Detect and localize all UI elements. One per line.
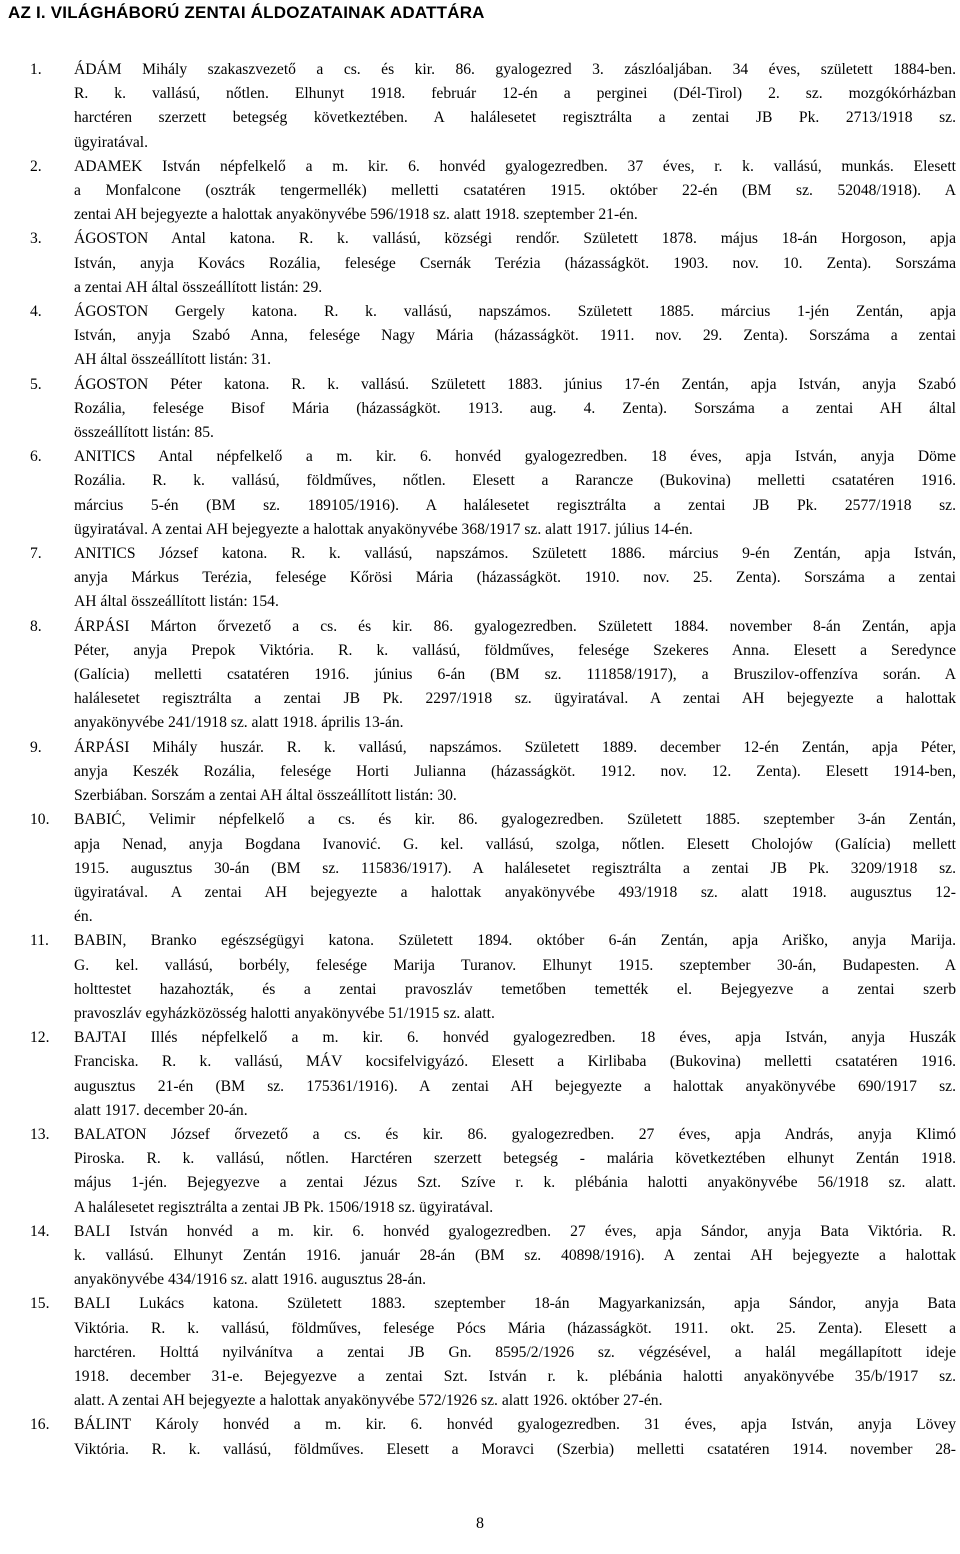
entry-number: 4. xyxy=(30,303,42,321)
list-item xyxy=(30,1026,956,1123)
list-item xyxy=(30,300,956,373)
entry-list xyxy=(30,58,956,1462)
entry-line: 1915. augusztus 30-án (BM sz. 115836/1917). A halálesetet regisztrálta a zentai JB Pk. 3209/1918 sz. xyxy=(74,859,956,877)
entry-line: BABIĆ, Velimir népfelkelő a cs. és kir. 86. gyalogezredben. Született 1885. szeptember 3-án Zentán, xyxy=(74,811,956,829)
entry-line: BÁLINT Károly honvéd a m. kir. 6. honvéd gyalogezredben. 31 éves, apja István, anyja Lövey xyxy=(74,1416,956,1434)
entry-line: Franciska. R. k. vallású, MÁV kocsifelvigyázó. Elesett a Kirlibaba (Bukovina) melletti csatatéren 1916. xyxy=(74,1053,956,1071)
entry-line: ANITICS József katona. R. k. vallású, napszámos. Született 1886. március 9-én Zentán, apja István, xyxy=(74,545,956,563)
entry-number: 16. xyxy=(30,1416,50,1434)
entry-text xyxy=(74,736,956,809)
entry-line: apja Nenad, anyja Bogdana Ivanović. G. kel. vallású, szolga, nőtlen. Elesett Cholojów (Galícia) mellett xyxy=(74,835,956,853)
entry-line: BAJTAI Illés népfelkelő a m. kir. 6. honvéd gyalogezredben. 18 éves, apja István, anyja Huszák xyxy=(74,1029,956,1047)
list-item xyxy=(30,808,956,929)
entry-line: G. kel. vallású, borbély, felesége Marija Turanov. Elhunyt 1915. szeptember 30-án, Budapesten. A xyxy=(74,956,956,974)
entry-line: Péter, anyja Prepok Viktória. R. k. vallású, földműves, felesége Szekeres Anna. Elesett a Seredynce xyxy=(74,641,956,659)
entry-text xyxy=(74,1123,956,1220)
list-item xyxy=(30,1123,956,1220)
entry-line: BABIN, Branko egészségügyi katona. Született 1894. október 6-án Zentán, apja Ariško, anyja Marija. xyxy=(74,932,956,950)
entry-line: István, anyja Szabó Anna, felesége Nagy Mária (házasságköt. 1911. nov. 29. Zenta). Sorszáma a zentai xyxy=(74,327,956,345)
list-item xyxy=(30,542,956,615)
entry-number: 2. xyxy=(30,157,42,175)
entry-line: ÁGOSTON Péter katona. R. k. vallású. Született 1883. június 17-én Zentán, apja István, anyja Szabó xyxy=(74,375,956,393)
entry-text xyxy=(74,1413,956,1461)
entry-line: ügyiratával. A zentai AH bejegyezte a halottak anyakönyvébe 493/1918 sz. alatt 1918. augusztus 12- xyxy=(74,883,956,901)
page-heading: AZ I. VILÁGHÁBORÚ ZENTAI ÁLDOZATAINAK ADATTÁRA xyxy=(8,3,485,22)
list-item xyxy=(30,615,956,736)
list-item xyxy=(30,373,956,446)
list-item xyxy=(30,929,956,1026)
entry-line: a Monfalcone (osztrák tengermellék) melletti csatatéren 1915. október 22-én (BM sz. 52048/1918). A xyxy=(74,182,956,200)
entry-line: ÁRPÁSI Mihály huszár. R. k. vallású, napszámos. Született 1889. december 12-én Zentán, apja Péter, xyxy=(74,738,956,756)
entry-line: A halálesetet regisztrálta a zentai JB Pk. 1506/1918 sz. ügyiratával. xyxy=(74,1198,494,1216)
entry-line: anyakönyvébe 241/1918 sz. alatt 1918. április 13-án. xyxy=(74,714,404,732)
entry-number: 5. xyxy=(30,375,42,393)
entry-line: BALI István honvéd a m. kir. 6. honvéd gyalogezredben. 27 éves, apja Sándor, anyja Bata Viktória. R. xyxy=(74,1222,956,1240)
entry-number: 12. xyxy=(30,1029,50,1047)
entry-text xyxy=(74,445,956,542)
entry-number: 6. xyxy=(30,448,42,466)
entry-number: 14. xyxy=(30,1222,50,1240)
entry-line: ügyiratával. A zentai AH bejegyezte a halottak anyakönyvébe 368/1917 sz. alatt 1917. július 14-én. xyxy=(74,520,693,538)
entry-line: halálesetet regisztrálta a zentai JB Pk. 2297/1918 sz. ügyiratával. A zentai AH bejegyezte a halottak xyxy=(74,690,956,708)
entry-number: 3. xyxy=(30,230,42,248)
entry-line: anyakönyvébe 434/1916 sz. alatt 1916. augusztus 28-án. xyxy=(74,1271,427,1289)
list-item xyxy=(30,155,956,228)
entry-text xyxy=(74,1026,956,1123)
entry-text xyxy=(74,58,956,155)
list-item xyxy=(30,736,956,809)
entry-line: összeállított listán: 85. xyxy=(74,424,214,442)
entry-number: 1. xyxy=(30,61,42,78)
entry-line: AH által összeállított listán: 154. xyxy=(74,593,279,611)
entry-line: k. vallású. Elhunyt Zentán 1916. január 28-án (BM sz. 40898/1916). A zentai AH bejegyezte a halottak xyxy=(74,1246,956,1264)
entry-number: 9. xyxy=(30,738,42,756)
entry-line: ÁGOSTON Gergely katona. R. k. vallású, napszámos. Született 1885. március 1-jén Zentán, apja xyxy=(74,303,956,321)
entry-line: 1918. december 31-e. Bejegyezve a zentai Szt. István r. k. plébánia halotti anyakönyvébe 35/b/1917 sz. xyxy=(74,1367,956,1385)
entry-text xyxy=(74,373,956,446)
entry-text xyxy=(74,227,956,300)
entry-line: Szerbiában. Sorszám a zentai AH által összeállított listán: 30. xyxy=(74,787,457,805)
entry-line: Viktória. R. k. vallású, földműves, felesége Pócs Mária (házasságköt. 1911. okt. 25. Zenta). Elesett a xyxy=(74,1319,956,1337)
entry-line: ÁRPÁSI Márton őrvezető a cs. és kir. 86. gyalogezredben. Született 1884. november 8-án Zentán, apja xyxy=(74,617,956,635)
entry-line: a zentai AH által összeállított listán: 29. xyxy=(74,278,323,296)
list-item xyxy=(30,1292,956,1413)
entry-line: Viktória. R. k. vallású, földműves. Elesett a Moravci (Szerbia) melletti csatatéren 1914. november 28- xyxy=(74,1440,956,1458)
list-item xyxy=(30,1413,956,1461)
entry-line: augusztus 21-én (BM sz. 175361/1916). A zentai AH bejegyezte a halottak anyakönyvébe 690/1917 sz. xyxy=(74,1077,956,1095)
entry-text xyxy=(74,542,956,615)
entry-line: Piroska. R. k. vallású, nőtlen. Harctéren szerzett betegség - malária következtében elhunyt Zentán 1918. xyxy=(74,1150,956,1168)
entry-line: harctéren. Holttá nyilvánítva a zentai JB Gn. 8595/2/1926 sz. végzésével, a halál megállapított ideje xyxy=(74,1343,956,1361)
entry-number: 7. xyxy=(30,545,42,563)
entry-number: 13. xyxy=(30,1125,50,1143)
entry-line: március 5-én (BM sz. 189105/1916). A halálesetet regisztrálta a zentai JB Pk. 2577/1918 sz. xyxy=(74,496,956,514)
list-item xyxy=(30,1220,956,1293)
entry-text xyxy=(74,300,956,373)
list-item xyxy=(30,445,956,542)
entry-line: pravoszláv egyházközösség halotti anyakönyvébe 51/1915 sz. alatt. xyxy=(74,1004,495,1022)
page-number: 8 xyxy=(476,1515,484,1532)
entry-text xyxy=(74,1220,956,1293)
entry-text xyxy=(74,155,956,228)
entry-number: 8. xyxy=(30,617,42,635)
entry-line: harctéren szerzett betegség következtében. A halálesetet regisztrálta a zentai JB Pk. 2713/1918 sz. xyxy=(74,109,956,127)
list-item xyxy=(30,227,956,300)
entry-line: május 1-jén. Bejegyezve a zentai Jézus Szt. Szíve r. k. plébánia halotti anyakönyvébe 56/1918 sz. alatt. xyxy=(74,1174,956,1192)
list-item xyxy=(30,58,956,155)
entry-line: ügyiratával. xyxy=(74,133,149,151)
entry-line: István, anyja Kovács Rozália, felesége Csernák Terézia (házasságköt. 1903. nov. 10. Zenta). Sorszáma xyxy=(74,254,956,272)
entry-line: BALATON József őrvezető a cs. és kir. 86. gyalogezredben. 27 éves, apja András, anyja Klimó xyxy=(74,1125,956,1143)
entry-line: én. xyxy=(74,908,93,926)
entry-line: zentai AH bejegyezte a halottak anyakönyvébe 596/1918 sz. alatt 1918. szeptember 21-én. xyxy=(74,206,638,224)
entry-line: (Galícia) melletti csatatéren 1916. június 6-án (BM sz. 111858/1917), a Bruszilov-offenzíva során. A xyxy=(74,666,956,684)
entry-number: 11. xyxy=(30,932,49,950)
entry-line: ANITICS Antal népfelkelő a m. kir. 6. honvéd gyalogezredben. 18 éves, apja István, anyja Döme xyxy=(74,448,956,466)
entry-text xyxy=(74,808,956,929)
entry-line: alatt 1917. december 20-án. xyxy=(74,1101,248,1119)
entry-text xyxy=(74,1292,956,1413)
entry-line: ÁDÁM Mihály szakaszvezető a cs. és kir. 86. gyalogezred 3. zászlóaljában. 34 éves, született 1884-ben. xyxy=(74,61,956,78)
entry-line: anyja Keszék Rozália, felesége Horti Julianna (házasságköt. 1912. nov. 12. Zenta). Elesett 1914-ben, xyxy=(74,762,956,780)
entry-line: ADAMEK István népfelkelő a m. kir. 6. honvéd gyalogezredben. 37 éves, r. k. vallású, munkás. Elesett xyxy=(74,157,956,175)
entry-line: R. k. vallású, nőtlen. Elhunyt 1918. február 12-én a perginei (Dél-Tirol) 2. sz. mozgókórházban xyxy=(74,85,956,103)
entry-line: BALI Lukács katona. Született 1883. szeptember 18-án Magyarkanizsán, apja Sándor, anyja Bata xyxy=(74,1295,956,1313)
entry-line: AH által összeállított listán: 31. xyxy=(74,351,272,369)
entry-line: holttestet hazahozták, és a zentai pravoszláv temetőben temették el. Bejegyezve a zentai szerb xyxy=(74,980,956,998)
entry-line: Rozália. R. k. vallású, földműves, nőtlen. Elesett a Rarancze (Bukovina) melletti csatatéren 1916. xyxy=(74,472,956,490)
entry-text xyxy=(74,615,956,736)
entry-line: anyja Márkus Terézia, felesége Kőrösi Mária (házasságköt. 1910. nov. 25. Zenta). Sorszáma a zentai xyxy=(74,569,956,587)
entry-line: alatt. A zentai AH bejegyezte a halottak anyakönyvébe 572/1926 sz. alatt 1926. október 27-én. xyxy=(74,1392,663,1410)
entry-number: 15. xyxy=(30,1295,50,1313)
entry-line: Rozália, felesége Bisof Mária (házasságköt. 1913. aug. 4. Zenta). Sorszáma a zentai AH által xyxy=(74,399,956,417)
entry-line: ÁGOSTON Antal katona. R. k. vallású, községi rendőr. Született 1878. május 18-án Horgoson, apja xyxy=(74,230,956,248)
entry-number: 10. xyxy=(30,811,50,829)
entry-text xyxy=(74,929,956,1026)
